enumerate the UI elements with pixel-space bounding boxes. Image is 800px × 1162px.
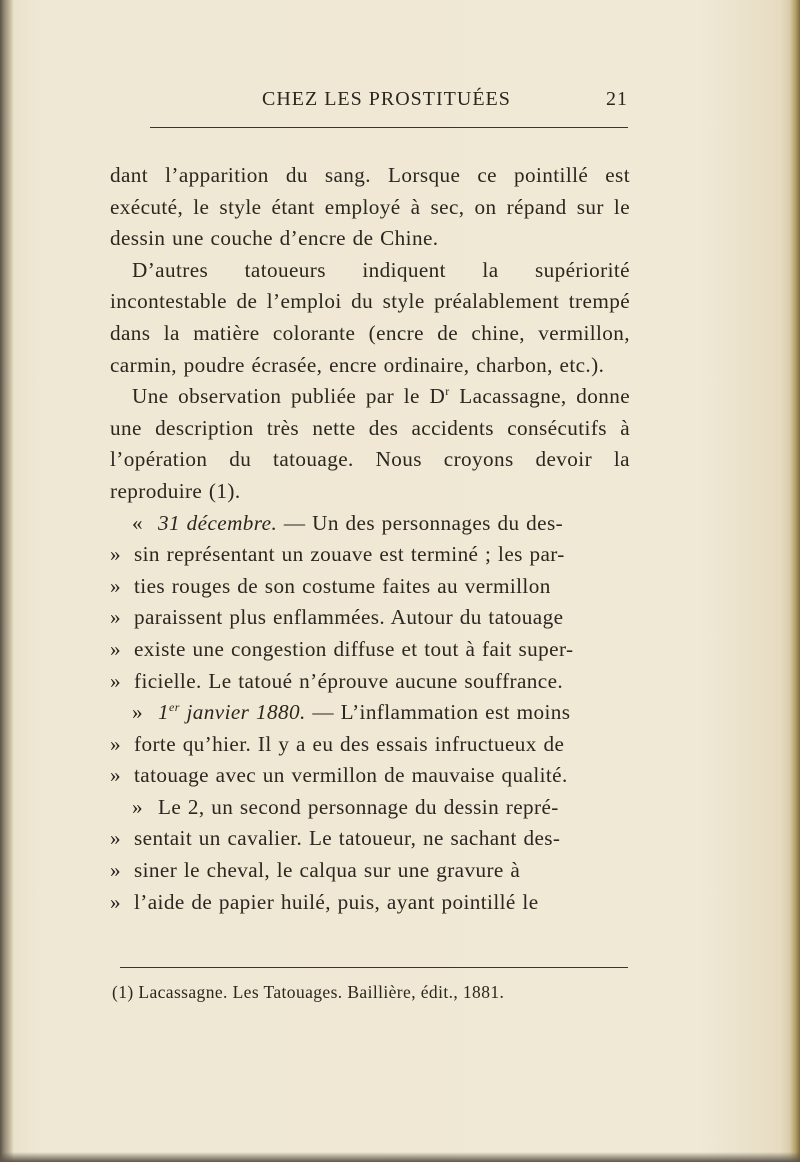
quote-line [110, 823, 630, 855]
page-binding-edge [0, 0, 14, 1162]
quote-line [110, 697, 630, 729]
quote-text: tatouage avec un vermillon de mauvaise qualité. [134, 763, 568, 788]
guillemet: » [110, 763, 121, 788]
guillemet: » [110, 542, 121, 567]
guillemet: » [110, 636, 121, 661]
paragraph-3-rest: Lacassagne, donne une description très nette des accidents consécutifs à l’opération du tatouage. Nous croyons devoir la reproduire (1). [110, 384, 630, 503]
guillemet: » [132, 794, 143, 819]
running-title: CHEZ LES PROSTITUÉES [262, 88, 511, 110]
quote-line [110, 792, 630, 824]
quote-date-2-rest: janvier 1880. [179, 700, 306, 725]
quote-text: ties rouges de son costume faites au vermillon [134, 573, 551, 598]
quote-date-2-sup: er [169, 700, 180, 715]
quote-line [110, 602, 630, 634]
quote-line [110, 539, 630, 571]
paragraph-3-start: Une observation publiée par le D [132, 384, 446, 409]
guillemet: » [110, 573, 121, 598]
guillemet: » [132, 700, 143, 725]
paragraph-1: dant l’apparition du sang. Lorsque ce pointillé est exécuté, le style étant employé à sec, on répand sur le dessin une couche d’encre de Chine. [110, 163, 630, 251]
quote-line [110, 666, 630, 698]
quote-2-first: — L’inflammation est moins [312, 700, 571, 725]
quote-date-2-num: 1 [158, 700, 169, 725]
quote-date-1: 31 décembre. [158, 510, 278, 535]
footnote: (1) Lacassagne. Les Tatouages. Baillière, édit., 1881. [112, 982, 505, 1002]
doctor-abbrev-sup: r [445, 384, 450, 399]
page-right-edge [790, 0, 800, 1162]
quote-text: existe une congestion diffuse et tout à fait super- [134, 636, 574, 661]
guillemet-open: « [132, 510, 143, 535]
quote-text: ficielle. Le tatoué n’éprouve aucune souffrance. [134, 668, 564, 693]
page-bottom-edge [0, 1152, 800, 1162]
guillemet: » [110, 826, 121, 851]
quote-line [110, 571, 630, 603]
footnote-rule [120, 967, 628, 968]
guillemet: » [110, 731, 121, 756]
quote-3-first: Le 2, un second personnage du dessin repré- [158, 794, 559, 819]
running-head [150, 88, 628, 116]
quote-text: sentait un cavalier. Le tatoueur, ne sachant des- [134, 826, 561, 851]
body-text [110, 160, 630, 918]
quote-date-2 [158, 700, 306, 724]
page-number: 21 [606, 88, 628, 110]
guillemet: » [110, 889, 121, 914]
quote-line [110, 634, 630, 666]
quote-line [110, 729, 630, 761]
quote-text: paraissent plus enflammées. Autour du tatouage [134, 605, 564, 630]
paragraph-3 [110, 381, 630, 507]
quote-1-first: — Un des personnages du des- [277, 510, 564, 535]
guillemet: » [110, 858, 121, 883]
quote-line [110, 760, 630, 792]
guillemet: » [110, 668, 121, 693]
quote-text: forte qu’hier. Il y a eu des essais infructueux de [134, 731, 565, 756]
guillemet: » [110, 605, 121, 630]
paragraph-2: D’autres tatoueurs indiquent la supériorité incontestable de l’emploi du style préalablement trempé dans la matière colorante (encre de chine, vermillon, carmin, poudre écrasée, encre ordinaire, charbon, etc.). [110, 257, 630, 377]
quote-line [110, 855, 630, 887]
quote-line [110, 508, 630, 540]
header-rule [150, 127, 628, 128]
quote-line [110, 887, 630, 919]
quote-text: siner le cheval, le calqua sur une gravure à [134, 858, 521, 883]
quote-text: l’aide de papier huilé, puis, ayant pointillé le [134, 889, 539, 914]
quote-text: sin représentant un zouave est terminé ; les par- [134, 542, 565, 567]
